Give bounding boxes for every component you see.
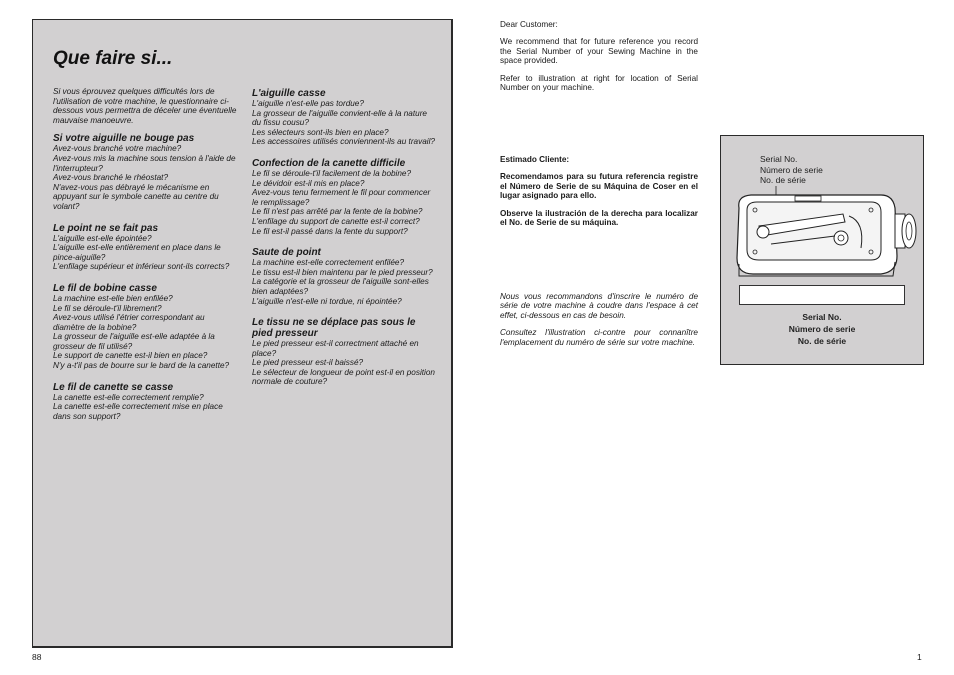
- list-item: N'y a-t'il pas de bourre sur le bard de la canette?: [53, 361, 230, 371]
- section-bobbin-thread-breaks: [53, 382, 237, 422]
- paragraph-en-2: Refer to illustration at right for location of Serial Number on your machine.: [500, 73, 698, 93]
- section-heading: Le fil de canette se casse: [53, 381, 174, 393]
- section-heading: Si votre aiguille ne bouge pas: [53, 133, 195, 145]
- section-heading: Saute de point: [252, 247, 321, 259]
- serial-label-es: Número de serie: [760, 164, 823, 175]
- troubleshooting-column-1: [53, 87, 237, 432]
- list-item: Le pied presseur est-il correctment attaché en place?: [252, 339, 419, 358]
- list-item: Le sélecteur de longueur de point est-il en position normale de couture?: [252, 367, 435, 387]
- list-item: La grosseur de l'aiguille est-elle adaptée à la grosseur de fil utilisé?: [53, 332, 215, 351]
- list-item: L'enfilage du support de canette est-il correct?: [252, 216, 420, 226]
- section-heading: Le tissu ne se déplace pas sous le pied presseur: [252, 317, 416, 340]
- paragraph-fr-1: Nous vous recommandons d'inscrire le numéro de série de votre machine à coudre dans l'espace à cet effet, ci-dessous en cas de besoin.: [500, 292, 698, 320]
- list-item: Le pied presseur est-il baissé?: [252, 358, 364, 368]
- serial-plate: [795, 196, 821, 201]
- serial-number-box: [720, 135, 924, 365]
- english-notice: [500, 20, 698, 100]
- list-item: L'enfilage supérieur et inférieur sont-ils corrects?: [53, 262, 230, 272]
- list-item: Avez-vous mis la machine sous tension à l'aide de l'interrupteur?: [53, 153, 236, 173]
- section-needle-breaks: [252, 88, 436, 147]
- french-notice: [500, 292, 698, 355]
- list-item: Le fil se déroule-t'il librement?: [53, 303, 162, 313]
- serial-label-fr: No. de série: [760, 175, 806, 185]
- paragraph-es-2: Observe la ilustración de la derecha para localizar el No. de Serie de su máquina.: [500, 208, 698, 228]
- list-item: Les accessoires utilisés conviennent-ils au travail?: [252, 137, 435, 147]
- list-item: Le tissu est-il bien maintenu par le pied presseur?: [252, 267, 433, 277]
- troubleshooting-panel: [32, 19, 453, 648]
- handwheel: [902, 214, 916, 248]
- list-item: Le dévidoir est-il mis en place?: [252, 178, 365, 188]
- page-number-right: 1: [917, 652, 922, 662]
- list-item: La machine est-elle correctement enfilée?: [252, 258, 405, 268]
- list-item: La machine est-elle bien enfilée?: [53, 293, 173, 303]
- list-item: Avez-vous tenu fermement le fil pour commencer le remplissage?: [252, 188, 431, 207]
- section-heading: Confection de la canette difficile: [252, 157, 406, 169]
- list-item: Le fil se déroule-t'il facilement de la bobine?: [252, 168, 412, 178]
- serial-label-en: Serial No.: [760, 154, 798, 164]
- section-bobbin-winding-difficult: [252, 158, 436, 236]
- list-item: La canette est-elle correctement remplie?: [53, 392, 204, 402]
- list-item: L'aiguille n'est-elle ni tordue, ni épointée?: [252, 296, 402, 306]
- paragraph-es-1: Recomendamos para su futura referencia registre el Número de Serie de su Máquina de Coser en el lugar asignado para ello.: [500, 172, 698, 201]
- serial-caption-es: Número de serie: [788, 324, 856, 334]
- section-skipped-stitches: [252, 247, 436, 306]
- paragraph-fr-2: Consultez l'illustration ci-contre pour connanître l'emplacement du numéro de série sur votre machine.: [500, 328, 698, 347]
- list-item: N'avez-vous pas débrayé le mécanisme en appuyant sur le symbole canette au centre du volant?: [53, 182, 219, 211]
- page-number-left: 88: [32, 652, 42, 662]
- shaft-wheel: [834, 231, 848, 245]
- section-heading: L'aiguille casse: [252, 88, 326, 99]
- section-fabric-not-feeding: [252, 317, 436, 387]
- list-item: Avez-vous branché votre machine?: [53, 144, 182, 154]
- list-item: L'aiguille est-elle épointée?: [53, 233, 152, 243]
- section-heading: Le fil de bobine casse: [53, 282, 157, 294]
- list-item: L'aiguille n'est-elle pas tordue?: [252, 99, 364, 108]
- sewing-machine-bed-illustration: [731, 186, 917, 281]
- list-item: Avez-vous branché le rhéostat?: [53, 173, 168, 183]
- greeting-en: Dear Customer:: [500, 20, 558, 29]
- list-item: Avez-vous utilisé l'étrier correspondant au diamètre de la bobine?: [53, 313, 205, 332]
- spanish-notice: [500, 155, 698, 235]
- list-item: Le fil n'est pas arrêté par la fente de la bobine?: [252, 207, 423, 217]
- section-spool-thread-breaks: [53, 283, 237, 371]
- shaft-end-left: [757, 226, 769, 238]
- serial-number-field[interactable]: [739, 285, 905, 305]
- serial-caption: [721, 311, 923, 347]
- list-item: La grosseur de l'aiguille convient-elle à la nature du fissu cousu?: [252, 108, 427, 128]
- list-item: La catégorie et la grosseur de l'aiguille sont-elles bien adaptées?: [252, 277, 429, 296]
- serial-caption-en: Serial No.: [802, 312, 842, 322]
- serial-callout-labels: [760, 154, 823, 186]
- list-item: La canette est-elle correctement mise en place dans son support?: [53, 402, 223, 421]
- section-needle-not-moving: [53, 133, 237, 211]
- serial-caption-fr: No. de série: [797, 336, 847, 346]
- paragraph-en-1: We recommend that for future reference you record the Serial Number of your Sewing Machine in the space provided.: [500, 37, 698, 66]
- section-heading: Le point ne se fait pas: [53, 222, 159, 234]
- list-item: L'aiguille est-elle entièrement en place dans le pince-aiguille?: [53, 243, 221, 262]
- intro-paragraph: Si vous éprouvez quelques difficultés lors de l'utilisation de votre machine, le questionnaire ci-dessous vous permettra de déceler une éventuelle mauvaise manoeuvre.: [53, 87, 237, 125]
- greeting-es: Estimado Cliente:: [500, 155, 570, 164]
- list-item: Les sélecteurs sont-ils bien en place?: [252, 127, 389, 137]
- list-item: Le fil est-il passé dans la fente du support?: [252, 226, 408, 236]
- section-stitch-not-formed: [53, 223, 237, 272]
- page-title: Que faire si...: [53, 48, 173, 69]
- list-item: Le support de canette est-il bien en place?: [53, 351, 208, 361]
- troubleshooting-column-2: [252, 88, 436, 398]
